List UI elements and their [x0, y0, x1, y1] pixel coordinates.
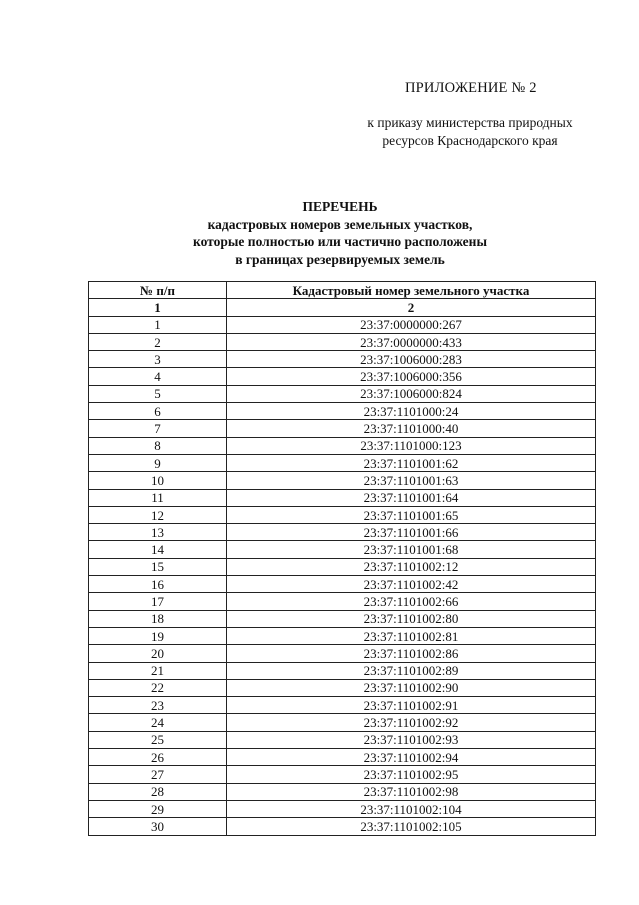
cadastral-number-cell: 23:37:1101001:68 [227, 541, 596, 558]
table-header-row [89, 282, 596, 299]
row-number-cell: 9 [89, 454, 227, 471]
cadastral-number-cell: 23:37:1101002:93 [227, 731, 596, 748]
column-number-1: 1 [89, 299, 227, 316]
cadastral-number-cell: 23:37:1101002:86 [227, 645, 596, 662]
cadastral-number-cell: 23:37:1101001:64 [227, 489, 596, 506]
row-number-cell: 5 [89, 385, 227, 402]
row-number-cell: 6 [89, 403, 227, 420]
table-row [89, 558, 596, 575]
order-reference-line-2: ресурсов Краснодарского края [382, 133, 558, 148]
cadastral-number-cell: 23:37:1101002:89 [227, 662, 596, 679]
cadastral-number-cell: 23:37:1101001:65 [227, 506, 596, 523]
cadastral-number-cell: 23:37:1101002:91 [227, 697, 596, 714]
cadastral-number-cell: 23:37:0000000:267 [227, 316, 596, 333]
table-row [89, 368, 596, 385]
heading-title: ПЕРЕЧЕНЬ [302, 199, 378, 214]
table-row [89, 437, 596, 454]
document-heading [150, 198, 530, 268]
table-row [89, 662, 596, 679]
row-number-cell: 1 [89, 316, 227, 333]
row-number-cell: 8 [89, 437, 227, 454]
cadastral-number-cell: 23:37:1101002:105 [227, 818, 596, 835]
row-number-cell: 11 [89, 489, 227, 506]
order-reference [340, 114, 600, 150]
row-number-cell: 13 [89, 524, 227, 541]
table-row [89, 454, 596, 471]
table-row [89, 576, 596, 593]
row-number-cell: 23 [89, 697, 227, 714]
cadastral-number-cell: 23:37:1101002:98 [227, 783, 596, 800]
cadastral-number-cell: 23:37:1101002:81 [227, 627, 596, 644]
table-row [89, 593, 596, 610]
row-number-cell: 25 [89, 731, 227, 748]
row-number-cell: 2 [89, 333, 227, 350]
appendix-title: ПРИЛОЖЕНИЕ № 2 [405, 80, 537, 96]
table-row [89, 610, 596, 627]
cadastral-number-cell: 23:37:1101001:66 [227, 524, 596, 541]
table-row [89, 420, 596, 437]
table-row [89, 627, 596, 644]
table-row [89, 489, 596, 506]
cadastral-number-cell: 23:37:1101002:90 [227, 679, 596, 696]
row-number-cell: 12 [89, 506, 227, 523]
table-row [89, 333, 596, 350]
cadastral-number-cell: 23:37:1101001:63 [227, 472, 596, 489]
row-number-cell: 21 [89, 662, 227, 679]
table-row [89, 766, 596, 783]
heading-subtitle-line-3: в границах резервируемых земель [235, 251, 445, 267]
table-row [89, 316, 596, 333]
table-row [89, 697, 596, 714]
row-number-cell: 28 [89, 783, 227, 800]
row-number-cell: 27 [89, 766, 227, 783]
row-number-cell: 30 [89, 818, 227, 835]
row-number-cell: 16 [89, 576, 227, 593]
cadastral-number-cell: 23:37:1006000:356 [227, 368, 596, 385]
cadastral-number-cell: 23:37:1101000:24 [227, 403, 596, 420]
table-row [89, 731, 596, 748]
cadastral-number-cell: 23:37:1101000:40 [227, 420, 596, 437]
cadastral-number-cell: 23:37:1006000:283 [227, 351, 596, 368]
cadastral-number-cell: 23:37:1101000:123 [227, 437, 596, 454]
table-row [89, 506, 596, 523]
cadastral-numbers-table [88, 281, 596, 836]
table-row [89, 403, 596, 420]
cadastral-number-cell: 23:37:1101002:80 [227, 610, 596, 627]
order-reference-line-1: к приказу министерства природных [367, 115, 573, 130]
column-number-2: 2 [227, 299, 596, 316]
table-row [89, 818, 596, 835]
column-number-row [89, 299, 596, 316]
heading-subtitle-line-2: которые полностью или частично расположены [193, 234, 487, 249]
table-body [89, 299, 596, 835]
table-row [89, 679, 596, 696]
row-number-cell: 20 [89, 645, 227, 662]
header-row-number: № п/п [89, 282, 227, 299]
cadastral-number-cell: 23:37:1101002:94 [227, 749, 596, 766]
heading-subtitle-line-1: кадастровых номеров земельных участков, [207, 216, 473, 232]
cadastral-number-cell: 23:37:1101002:95 [227, 766, 596, 783]
cadastral-number-cell: 23:37:1101002:92 [227, 714, 596, 731]
row-number-cell: 14 [89, 541, 227, 558]
row-number-cell: 19 [89, 627, 227, 644]
row-number-cell: 17 [89, 593, 227, 610]
row-number-cell: 3 [89, 351, 227, 368]
table-row [89, 783, 596, 800]
table-row [89, 472, 596, 489]
row-number-cell: 26 [89, 749, 227, 766]
table-row [89, 541, 596, 558]
table-row [89, 351, 596, 368]
row-number-cell: 22 [89, 679, 227, 696]
cadastral-number-cell: 23:37:1101002:66 [227, 593, 596, 610]
row-number-cell: 7 [89, 420, 227, 437]
table-row [89, 524, 596, 541]
row-number-cell: 10 [89, 472, 227, 489]
row-number-cell: 4 [89, 368, 227, 385]
row-number-cell: 24 [89, 714, 227, 731]
cadastral-number-cell: 23:37:0000000:433 [227, 333, 596, 350]
table-row [89, 385, 596, 402]
row-number-cell: 15 [89, 558, 227, 575]
cadastral-number-cell: 23:37:1101002:12 [227, 558, 596, 575]
table-row [89, 800, 596, 817]
row-number-cell: 18 [89, 610, 227, 627]
cadastral-number-cell: 23:37:1101002:104 [227, 800, 596, 817]
table-row [89, 749, 596, 766]
row-number-cell: 29 [89, 800, 227, 817]
table-row [89, 645, 596, 662]
cadastral-number-cell: 23:37:1006000:824 [227, 385, 596, 402]
cadastral-number-cell: 23:37:1101002:42 [227, 576, 596, 593]
table-row [89, 714, 596, 731]
cadastral-number-cell: 23:37:1101001:62 [227, 454, 596, 471]
header-cadastral-number: Кадастровый номер земельного участка [227, 282, 596, 299]
